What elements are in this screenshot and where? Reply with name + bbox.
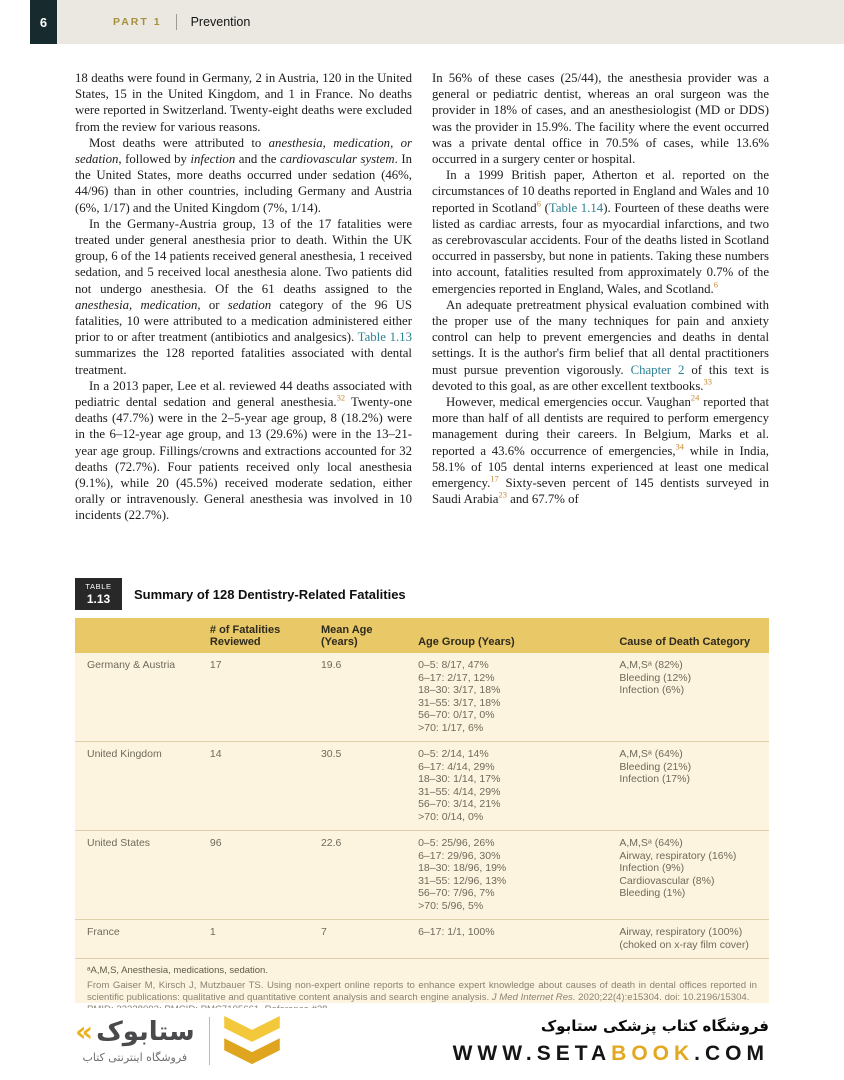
reference-superscript[interactable]: 23 [498,490,507,501]
age-group-line: 31–55: 12/96, 13% [418,874,507,887]
body-columns [75,70,769,576]
cause-line: Airway, respiratory (16%) [619,849,737,862]
paragraph [432,167,769,297]
text-run: ). Fourteen of these deaths were listed as cardiac arrests, four as myocardial infarctions, and two as cerebrovascular accidents. Four of the deaths listed in Scotland occurred in passersby, but none in patients. Taking these numbers into account, fatalities resulted from approximately 0.7% of the emergencies reported in England, Wales, and Scotland. [432,200,769,296]
age-group-line: 56–70: 0/17, 0% [418,709,495,721]
cell-age-groups [408,837,609,912]
age-group-line: 6–17: 2/17, 12% [418,671,495,684]
section-title: Prevention [190,15,251,29]
italic-text: infection [190,152,236,167]
cell-fatalities: 17 [209,659,222,671]
cause-line: Infection (17%) [619,773,690,785]
text-run: An adequate pretreatment physical evaluation combined with the proper use of the many techniques for pain and anxiety control can help to prevent emergencies and deaths in dental settings. It is the author's firm belief that all dental practitioners must pursue prevention vigorously. [432,297,769,377]
age-group-line: 18–30: 3/17, 18% [418,684,501,696]
cross-reference-link[interactable]: Table 1.13 [357,330,412,345]
text-run: of this text is devoted to this goal, as are other excellent textbooks. [432,362,770,393]
footer-tagline: فروشگاه کتاب پزشکی ستابوک [540,1016,769,1035]
brand-name-farsi: ستابوک [96,1017,195,1048]
text-run: In a 2013 paper, Lee et al. reviewed 44 deaths associated with pediatric dental sedation and general anesthesia. [75,378,412,410]
page-footer [75,1008,769,1074]
text-run: and 67.7% of [506,492,579,507]
table-label-word: TABLE [85,582,112,592]
right-column [432,70,769,576]
cause-line: Bleeding (1%) [619,887,686,899]
text-run: summarizes the 128 reported fatalities associated with dental treatment. [75,346,412,377]
table-footnote: ᵃA,M,S, Anesthesia, medications, sedation. [87,965,268,976]
paragraph [75,216,412,378]
website-link[interactable] [453,1042,769,1066]
age-group-line: 0–5: 25/96, 26% [418,837,495,849]
cause-line: Infection (9%) [619,862,685,874]
age-group-line: 0–5: 8/17, 47% [418,659,489,671]
header-divider [176,14,177,30]
paragraph [432,297,769,394]
text-run: In 56% of these cases (25/44), the anesthesia provider was a general or pediatric dentist, whereas an oral surgeon was the provider in 18% of cases, and an anesthesiologist (MD or DDS) was the provider in 15.9%. The facility where the event occurred was a private dental office in 70.5% of cases, while 13.6% occurred in a surgery center or hospital. [432,71,769,167]
cross-reference-link[interactable]: Table 1.14 [548,200,604,215]
cause-line: Infection (6%) [619,684,685,696]
logo-divider [209,1017,210,1065]
cell-country: France [87,926,120,938]
brand-wordmark [75,1015,195,1049]
paragraph [432,394,769,507]
cell-causes [609,659,769,734]
age-group-line: 31–55: 3/17, 18% [418,696,501,709]
table-label [75,578,122,610]
page-header [30,0,844,44]
text-run: while in India, 58.1% of 105 dental interns experienced at least one medical emergency. [432,443,769,491]
cell-age-groups [408,926,609,951]
table-title: Summary of 128 Dentistry-Related Fatalities [134,586,406,602]
cause-line: (choked on x-ray film cover) [619,938,749,951]
col-header-age-group: Age Group (Years) [418,636,515,648]
text-run: In the Germany-Austria group, 13 of the 17 fatalities were treated under general anesthesia prior to death. Within the UK group, 6 of the 14 patients received general anesthesia, 1 received sedation, and 5 received local anesthesia alone. Two patients did not undergo anesthesia. Of the 61 deaths assigned to the [75,216,412,296]
age-group-line: >70: 1/17, 6% [418,721,484,734]
cell-causes [609,926,769,951]
age-group-line: >70: 0/14, 0% [418,810,484,823]
paragraph [432,70,769,167]
text-run: 2020;22(4):e15304. doi: 10.2196/15304. [575,992,750,1003]
cell-country: Germany & Austria [87,659,176,671]
table-row [75,742,769,831]
cause-line: Bleeding (12%) [619,671,692,684]
logo-text-block [75,1015,195,1064]
text-run: and the [235,152,280,167]
table-body [75,653,769,959]
cause-line: A,M,Sᵃ (64%) [619,837,683,849]
text-run: 18 deaths were found in Germany, 2 in Austria, 120 in the United States, 15 in the United Kingdom, and 1 in France. No deaths were reported in Switzerland. Twenty-eight deaths were excluded from the review for various reasons. [75,71,412,134]
logo-subtitle: فروشگاه اینترنتی کتاب [82,1050,188,1064]
age-group-line: 56–70: 7/96, 7% [418,887,495,899]
cell-age-groups [408,659,609,734]
reference-superscript[interactable]: 6 [713,279,718,290]
italic-text: anesthesia, medication, [75,297,201,312]
text-run: However, medical emergencies occur. Vaughan [446,395,691,410]
paragraph [75,135,412,216]
website-prefix: WWW.SETA [452,1041,612,1065]
age-group-line: 0–5: 2/14, 14% [418,748,489,760]
age-group-line: >70: 5/96, 5% [418,899,484,912]
text-run: Twenty-one deaths (47.7%) were in the 2–5-year age group, 8 (18.2%) were in the 6–12-year age group, and 13 (29.6%) were in the 13–21-year age group. Fillings/crowns and extractions accounted for 32 deaths (72.7%). Four patients received only local anesthesia (9.1%), while 20 (45.5%) received moderate sedation, either orally or intravenously. General anesthesia was involved in 10 incidents (22.7%). [75,395,412,523]
text-run: ( [540,200,549,215]
table-label-number: 1.13 [86,591,111,606]
cell-fatalities: 96 [209,837,222,849]
double-chevron-down-icon [224,1016,280,1066]
reference-superscript[interactable]: 34 [675,441,685,452]
text-run: Most deaths were attributed to [89,135,269,150]
reference-superscript[interactable]: 24 [690,392,700,403]
paragraph [87,980,757,1004]
table-caption [75,578,769,610]
text-run: From Gaiser M, Kirsch J, Mutzbauer TS. Using non-expert online reports to enhance expert knowledge about causes of death in dental offices reported in scientific publications: qualitative and quantitative content analysis and search engine analysis. [87,980,757,1003]
cause-line: A,M,Sᵃ (64%) [619,748,683,760]
age-group-line: 6–17: 4/14, 29% [418,760,495,773]
table-row [75,920,769,959]
italic-text: sedation [227,297,272,312]
cell-age-groups [408,748,609,823]
website-suffix: .COM [694,1041,769,1065]
table-wrap [75,618,769,1003]
page-number-block [30,0,57,44]
italic-text: anesthesia, medication, or sedation [75,135,413,167]
reference-superscript[interactable]: 6 [536,198,541,209]
age-group-line: 31–55: 4/14, 29% [418,785,501,798]
cell-causes [609,837,769,912]
text-run: category of the 96 US fatalities, 10 were attributed to a medication administered either prior to or after treatment (antibiotics and analgesics). [75,297,412,345]
italic-text: J Med Internet Res. [491,992,576,1003]
cause-line: Airway, respiratory (100%) [619,926,743,938]
cell-country: United Kingdom [87,748,162,760]
cell-mean-age: 19.6 [320,659,342,671]
col-header-fatalities: # of Fatalities Reviewed [209,624,281,648]
paragraph [75,70,412,135]
cause-line: Cardiovascular (8%) [619,874,715,887]
age-group-line: 18–30: 1/14, 17% [418,773,501,785]
guillemet-mark: « [75,1015,94,1049]
text-run: or [200,297,228,312]
cell-mean-age: 30.5 [320,748,342,760]
website-highlight: BOOK [611,1041,695,1065]
age-group-line: 56–70: 3/14, 21% [418,798,501,810]
part-label: PART 1 [113,16,162,28]
left-column [75,70,412,576]
reference-superscript[interactable]: 17 [490,473,499,484]
page-number: 6 [39,14,48,30]
cell-country: United States [87,837,151,849]
cell-causes [609,748,769,823]
italic-text: cardiovascular system [279,152,395,167]
age-group-line: 18–30: 18/96, 19% [418,862,507,874]
text-run: In a 1999 British paper, Atherton et al. reported on the circumstances of 10 deaths reported in England and Wales and 10 reported in Scotland [432,168,769,215]
table-section [75,578,769,1003]
footer-right [453,1017,769,1066]
text-run: reported that more than half of all dentists are required to perform emergency management during their careers. In Belgium, Marks et al. reported a 43.6% occurrence of emergencies, [432,395,769,458]
reference-superscript[interactable]: 33 [703,376,712,387]
cause-line: Bleeding (21%) [619,760,692,773]
age-group-line: 6–17: 1/1, 100% [418,926,495,938]
cell-fatalities: 14 [209,748,222,760]
text-run: , followed by [118,152,191,167]
table-row [75,831,769,920]
age-group-line: 6–17: 29/96, 30% [418,849,501,862]
cell-mean-age: 7 [320,926,327,938]
cell-mean-age: 22.6 [320,837,342,849]
text-run: . In the United States, more deaths occurred under sedation (46%, 44/96) than in other countries, including Germany and Austria (6%, 1/17) and the United Kingdom (7%, 1/14). [75,152,412,215]
reference-superscript[interactable]: 32 [336,392,346,403]
cross-reference-link[interactable]: Chapter 2 [630,362,685,377]
text-run: Sixty-seven percent of 145 dentists surveyed in Saudi Arabia [432,476,769,507]
paragraph [75,378,412,524]
cause-line: A,M,Sᵃ (82%) [619,659,683,671]
cell-fatalities: 1 [209,926,216,938]
setabook-logo[interactable] [75,1016,280,1066]
table-header-row [75,618,769,653]
col-header-cause: Cause of Death Category [619,636,751,648]
table-row [75,653,769,742]
col-header-mean-age: Mean Age (Years) [320,624,373,648]
